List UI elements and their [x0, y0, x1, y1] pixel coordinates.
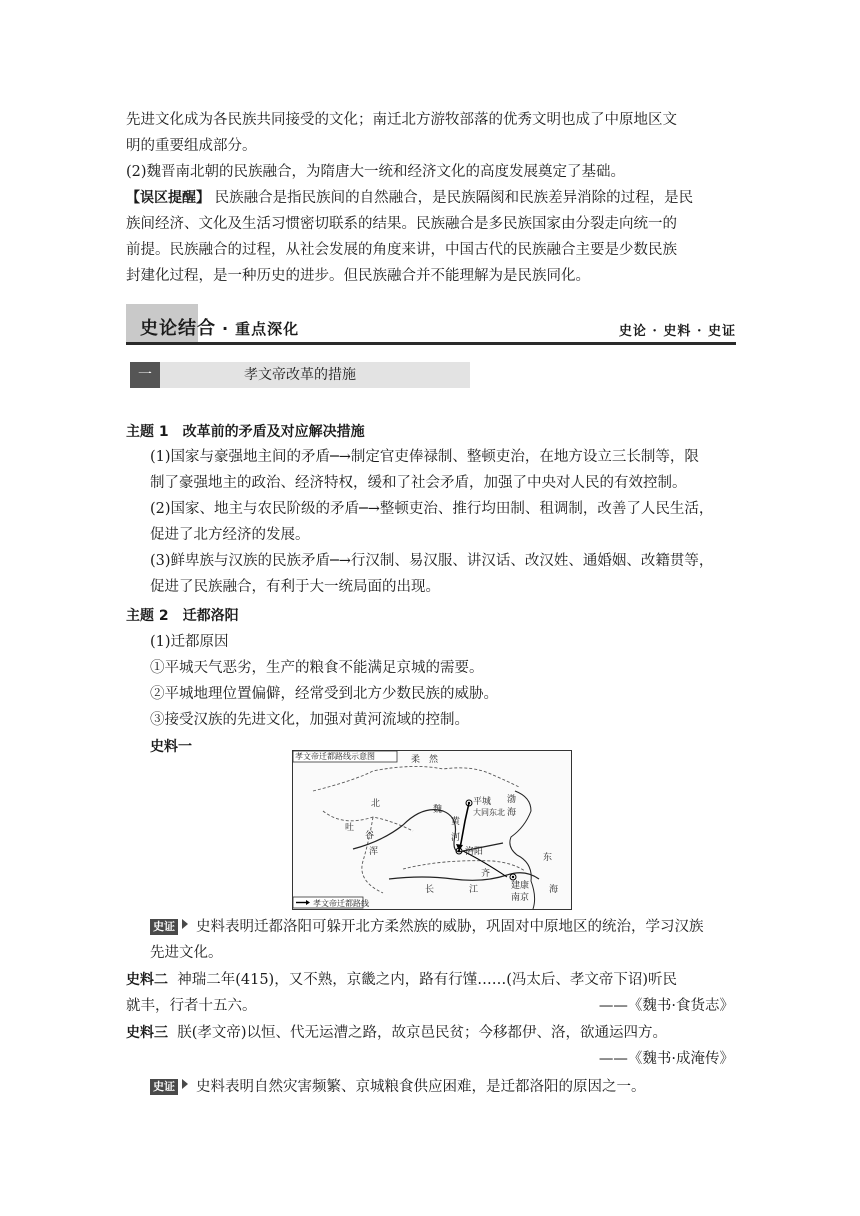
- evidence-badge: 史证: [150, 919, 178, 935]
- tip-text: 前提。民族融合的过程，从社会发展的角度来讲，中国古代的民族融合主要是少数民族: [126, 242, 677, 258]
- reason-item: ②平城地理位置偏僻，经常受到北方少数民族的威胁。: [150, 686, 498, 702]
- source-2-cont: [126, 993, 734, 1019]
- map-label-nanjing: 南京: [511, 893, 530, 903]
- subsection-bar: [130, 362, 470, 388]
- map-label: 魏: [433, 805, 443, 815]
- map-label: 齐: [481, 869, 491, 879]
- map-river: [389, 873, 539, 881]
- section-right-label: 史论 · 史料 · 史证: [618, 324, 736, 339]
- map-label: 海: [507, 808, 517, 818]
- evidence-text: 史料表明自然灾害频繁、京城粮食供应困难，是迁都洛阳的原因之一。: [196, 1079, 646, 1095]
- map-border: [403, 861, 525, 871]
- map-label: 江: [469, 885, 479, 895]
- evidence-text-cont: 先进文化。: [150, 945, 223, 961]
- map-label: 长: [425, 885, 435, 895]
- section-title-dot: ·: [222, 319, 230, 338]
- theme-1-item-2-cont: 促进了北方经济的发展。: [150, 527, 310, 543]
- theme-1-item-3: (3)鲜卑族与汉族的民族矛盾─→行汉制、易汉服、讲汉话、改汉姓、通婚姻、改籍贯等，: [150, 553, 714, 569]
- source-3-label: 史料三: [126, 1025, 168, 1041]
- tip-text: 封建化过程，是一种历史的进步。但民族融合并不能理解为是民族同化。: [126, 268, 590, 284]
- section-title-main: 史论结合: [140, 318, 216, 339]
- map-label: 北: [371, 799, 381, 809]
- map-label: 吐: [345, 823, 355, 833]
- section-header: [126, 304, 736, 346]
- map-label: 渤: [507, 795, 517, 805]
- map-label-rouran: 柔 然: [411, 755, 439, 765]
- map-label-jiankang: 建康: [511, 881, 530, 891]
- source-1-label: 史料一: [150, 739, 192, 755]
- subsection-number: 一: [130, 362, 160, 388]
- luoyang-marker: [458, 850, 460, 852]
- map-border: [313, 766, 519, 791]
- section-title: [140, 314, 299, 340]
- source-3-citation: ——《魏书·成淹传》: [598, 1051, 734, 1067]
- evidence-text: 史料表明迁都洛阳可躲开北方柔然族的威胁，巩固对中原地区的统治，学习汉族: [196, 919, 704, 935]
- tip-text: 民族融合是指民族间的自然融合，是民族隔阂和民族差异消除的过程，是民: [214, 190, 694, 206]
- reason-title: (1)迁都原因: [150, 634, 229, 650]
- source-2-label: 史料二: [126, 972, 168, 988]
- tip-text: 族间经济、文化及生活习惯密切联系的结果。民族融合是多民族国家由分裂走向统一的: [126, 216, 677, 232]
- map-label: 河: [451, 833, 461, 843]
- map-label-pingcheng: 平城: [473, 797, 492, 807]
- evidence-1: [150, 914, 734, 940]
- intro-line: 明的重要组成部分。: [126, 138, 257, 154]
- relocation-map: [292, 750, 572, 910]
- section-subtitle: 重点深化: [235, 320, 300, 338]
- source-2: [126, 967, 734, 993]
- reason-item: ①平城天气恶劣，生产的粮食不能满足京城的需要。: [150, 660, 484, 676]
- source-2-citation: ——《魏书·食货志》: [598, 998, 734, 1014]
- tip-label: 【误区提醒】: [126, 190, 210, 206]
- source-3-text: 朕(孝文帝)以恒、代无运漕之路，故京邑民贫；今移都伊、洛，欲通运四方。: [177, 1025, 668, 1041]
- subsection-title: 孝文帝改革的措施: [244, 367, 356, 383]
- reason-item: ③接受汉族的先进文化，加强对黄河流域的控制。: [150, 712, 469, 728]
- play-icon: [182, 919, 188, 929]
- intro-point-2: (2)魏晋南北朝的民族融合，为隋唐大一统和经济文化的高度发展奠定了基础。: [126, 164, 626, 180]
- intro-line: 先进文化成为各民族共同接受的文化；南迁北方游牧部落的优秀文明也成了中原地区文: [126, 112, 677, 128]
- evidence-badge: 史证: [150, 1079, 178, 1095]
- map-legend-label: 孝文帝迁都路线: [313, 899, 369, 908]
- source-3: [126, 1020, 734, 1046]
- play-icon: [182, 1079, 188, 1089]
- jiankang-marker: [512, 876, 514, 878]
- source-2-text: 就丰，行者十五六。: [126, 998, 257, 1014]
- pingcheng-marker: [468, 802, 470, 804]
- map-label: 黄: [451, 817, 461, 827]
- map-route: [459, 803, 469, 851]
- map-label-datong: 大同东北: [473, 808, 505, 817]
- theme-2-heading: 主题 2 迁都洛阳: [126, 608, 239, 624]
- map-label: 东: [543, 853, 553, 863]
- theme-1-heading: 主题 1 改革前的矛盾及对应解决措施: [126, 424, 365, 440]
- map-label: 浑: [369, 847, 379, 857]
- theme-1-item-1: (1)国家与豪强地主间的矛盾─→制定官吏俸禄制、整顿吏治，在地方设立三长制等，限: [150, 449, 699, 465]
- theme-1-item-1-cont: 制了豪强地主的政治、经济特权，缓和了社会矛盾，加强了中央对人民的有效控制。: [150, 475, 687, 491]
- section-divider: [126, 342, 736, 345]
- map-title: 孝文帝迁都路线示意图: [295, 752, 375, 761]
- source-2-text: 神瑞二年(415)，又不熟，京畿之内，路有行馑……(冯太后、孝文帝下诏)听民: [177, 972, 678, 988]
- theme-1-item-3-cont: 促进了民族融合，有利于大一统局面的出现。: [150, 579, 440, 595]
- misconception-tip: [126, 185, 734, 211]
- map-label: 海: [549, 885, 559, 895]
- map-label-luoyang: 洛阳: [465, 847, 484, 857]
- map-label: 谷: [365, 831, 375, 841]
- theme-1-item-2: (2)国家、地主与农民阶级的矛盾─→整顿吏治、推行均田制、租调制，改善了人民生活，: [150, 501, 714, 517]
- evidence-2: [150, 1074, 734, 1100]
